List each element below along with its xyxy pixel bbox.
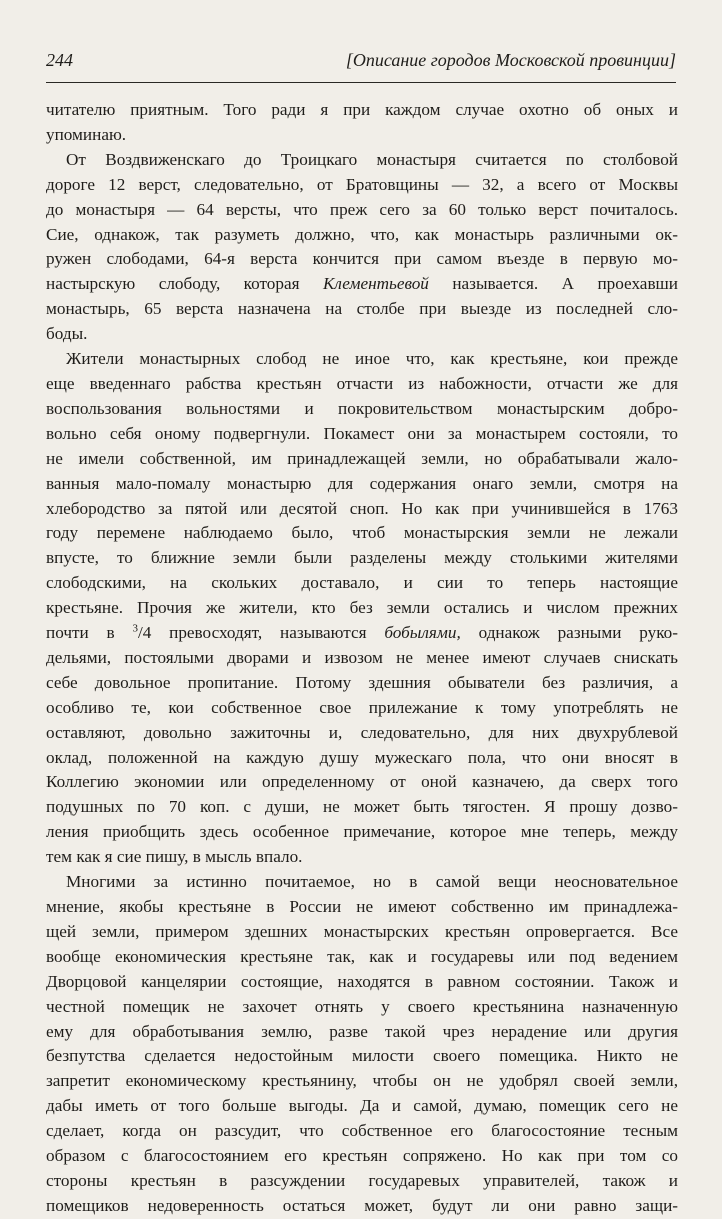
text-run: подушных по 70 коп. с души, не может быть тягостен. Я прошу дозво- xyxy=(46,797,678,817)
text-line xyxy=(46,870,678,895)
text-run: тем как я сие пишу, в мысль впало. xyxy=(46,847,303,867)
text-run: боды. xyxy=(46,324,88,344)
text-run: оклад, положенной на каждую душу мужескаго пола, что они вносят в xyxy=(46,747,678,767)
text-line xyxy=(46,497,678,522)
text-run: впусте, то ближние земли были разделены между столькими жителями xyxy=(46,548,678,568)
text-run: От Воздвиженскаго до Троицкаго монастыря считается по столбовой xyxy=(66,149,678,169)
text-run: помещиков недоверенность остаться может, будут ли они равно защи- xyxy=(46,1195,678,1215)
text-run: не имели собственной, им принадлежащей земли, но обрабатывали жало- xyxy=(46,448,678,468)
fraction-numerator: 3 xyxy=(132,622,138,635)
text-run: ружен слободами, 64-я верста кончится при самом въезде в первую мо- xyxy=(46,249,678,269)
text-run: дороге 12 верст, следовательно, от Братовщины — 32, а всего от Москвы xyxy=(46,174,678,194)
text-run: дельями, постоялыми дворами и извозом не менее имеют случаев снискать xyxy=(46,647,678,667)
text-line xyxy=(46,1069,678,1094)
text-run: еще введеннаго рабства крестьян отчасти из набожности, отчасти же для xyxy=(46,373,678,393)
text-line xyxy=(46,995,678,1020)
text-line xyxy=(46,422,678,447)
text-run: крестьяне. Прочия же жители, кто без земли остались и числом прежних xyxy=(46,598,678,618)
text-run: Дворцовой канцелярии состоящие, находятся в равном состоянии. Також и xyxy=(46,971,678,991)
header-rule xyxy=(46,82,676,83)
text-run: оставляют, довольно зажиточны и, следовательно, для них двухрублевой xyxy=(46,722,678,742)
text-run: упоминаю. xyxy=(46,124,127,144)
text-run: превосходят, называются xyxy=(169,623,367,643)
text-line xyxy=(46,770,678,795)
text-line xyxy=(46,1194,678,1219)
text-line xyxy=(46,646,678,671)
text-run: монастырь, 65 верста назначена на столбе при выезде из последней сло- xyxy=(46,299,678,319)
text-line xyxy=(46,472,678,497)
text-run: щей земли, примером здешних монастырских крестьян опровергается. Все xyxy=(46,921,678,941)
fraction-denominator: 4 xyxy=(142,623,152,643)
text-line xyxy=(46,173,678,198)
text-line xyxy=(46,223,678,248)
text-run: ему для обработывания землю, разве такой чрез нерадение или другия xyxy=(46,1021,678,1041)
text-run: почти в xyxy=(46,623,115,643)
text-run: называется. А проехавши xyxy=(452,274,678,294)
text-line xyxy=(46,546,678,571)
text-run: Коллегию экономии или определенному от оной казначею, да сверх того xyxy=(46,772,678,792)
text-line xyxy=(46,247,678,272)
text-run: стороны крестьян в разсуждении государевых управителей, також и xyxy=(46,1170,678,1190)
fraction: $^3$/4 xyxy=(132,622,152,643)
text-line xyxy=(46,920,678,945)
text-line xyxy=(46,347,678,372)
text-run: Сие, однакож, так разуметь должно, что, как монастырь различными ок- xyxy=(46,224,678,244)
body-text xyxy=(46,98,678,1219)
text-line xyxy=(46,621,678,646)
text-run: безпутства сделается недостойным милости своего помещика. Никто не xyxy=(46,1046,678,1066)
text-line xyxy=(46,746,678,771)
text-run: воспользования вольностями и покровительством монастырским добро- xyxy=(46,398,678,418)
text-run: дабы иметь от того больше выгоды. Да и самой, думаю, помещик сего не xyxy=(46,1096,678,1116)
text-run: году перемене наблюдаемо было, чтоб монастырския земли не лежали xyxy=(46,523,678,543)
italic-term: Клементьевой xyxy=(322,274,429,294)
text-line xyxy=(46,945,678,970)
text-run: Жители монастырных слобод не иное что, как крестьяне, кои прежде xyxy=(66,349,678,369)
running-header xyxy=(46,50,676,71)
text-line xyxy=(46,721,678,746)
text-line xyxy=(46,272,678,297)
text-run: вообще економическия крестьяне так, как и государевы или под ведением xyxy=(46,946,678,966)
text-line xyxy=(46,198,678,223)
text-run: однакож разными руко- xyxy=(478,623,678,643)
text-line xyxy=(46,1020,678,1045)
text-run: честной помещик не захочет отнять у своего крестьянина назначенную xyxy=(46,996,678,1016)
text-line xyxy=(46,397,678,422)
text-run: мнение, якобы крестьяне в России не имеют собственно им принадлежа- xyxy=(46,897,678,916)
text-run: хлебородство за пятой или десятой сноп. Но как при учинившейся в 1763 xyxy=(46,498,678,518)
text-line xyxy=(46,1169,678,1194)
text-run: настырскую слободу, которая xyxy=(46,274,300,294)
text-line xyxy=(46,596,678,621)
text-line xyxy=(46,1044,678,1069)
text-line xyxy=(46,123,678,148)
text-line xyxy=(46,1094,678,1119)
text-run: образом с благосостоянием его крестьян сопряжено. Но как при том со xyxy=(46,1146,678,1166)
text-line xyxy=(46,148,678,173)
text-line xyxy=(46,372,678,397)
text-run: особливо те, кои собственное свое прилежание к тому употреблять не xyxy=(46,697,678,717)
text-run: до монастыря — 64 версты, что преж сего за 60 только верст почиталось. xyxy=(46,199,678,219)
text-run: читателю приятным. Того ради я при каждом случае охотно об оных и xyxy=(46,100,678,119)
text-line xyxy=(46,895,678,920)
text-line xyxy=(46,1144,678,1169)
text-line xyxy=(46,795,678,820)
text-line xyxy=(46,447,678,472)
text-run: слободскими, на скольких доставало, и сии то теперь настоящие xyxy=(46,573,678,593)
text-line xyxy=(46,820,678,845)
text-line xyxy=(46,671,678,696)
text-line xyxy=(46,1119,678,1144)
text-line xyxy=(46,696,678,721)
text-run: ванныя мало-помалу монастырю для содержания онаго земли, смотря на xyxy=(46,473,678,493)
italic-term: бобылями, xyxy=(384,623,461,643)
text-line xyxy=(46,297,678,322)
text-run: ления приобщить здесь особенное примечание, которое мне теперь, между xyxy=(46,822,678,842)
text-line xyxy=(46,322,678,347)
text-line xyxy=(46,521,678,546)
text-line xyxy=(46,970,678,995)
text-line xyxy=(46,571,678,596)
running-title: [Описание городов Московской провинции] xyxy=(345,50,676,70)
text-run: Многими за истинно почитаемое, но в самой вещи неосновательное xyxy=(66,872,678,892)
text-line xyxy=(46,845,678,870)
text-run: запретит економическому крестьянину, чтобы он не удобрял своей земли, xyxy=(46,1071,678,1091)
text-line xyxy=(46,98,678,123)
text-run: сделает, когда он разсудит, что собственное его благосостояние тесным xyxy=(46,1121,678,1141)
text-run: вольно себя оному подвергнули. Покамест они за монастырем состояли, то xyxy=(46,423,678,443)
page-number: 244 xyxy=(46,50,73,70)
text-run: себе довольное пропитание. Потому здешния обыватели без различия, а xyxy=(46,672,678,692)
